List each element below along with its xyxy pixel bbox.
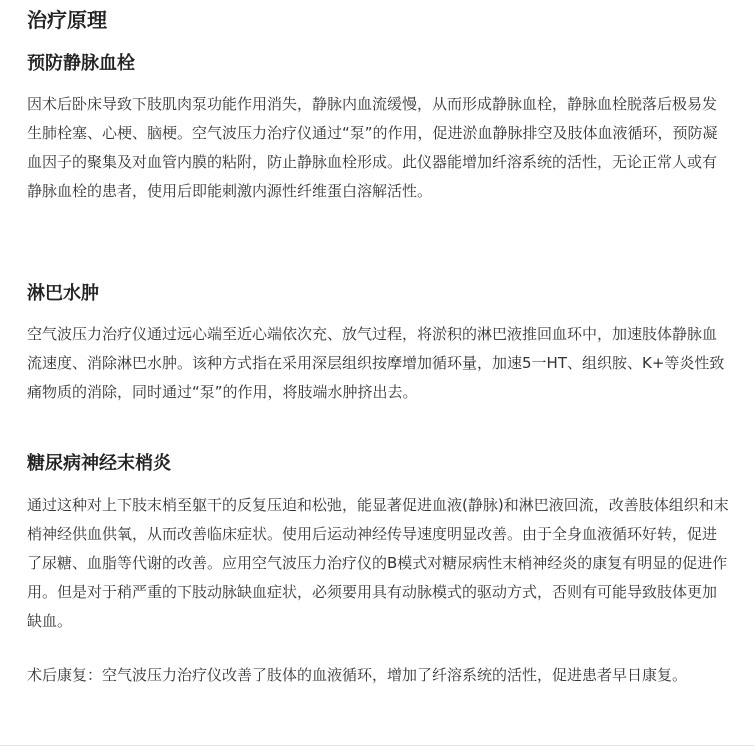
paragraph-lymphedema: 空气波压力治疗仪通过远心端至近心端依次充、放气过程，将淤积的淋巴液推回血环中，加速肢体静脉血流速度、消除淋巴水肿。该种方式指在采用深层组织按摩增加循环量，加速5一HT、组织胺、K+等炎性致痛物质的消除，同时通过“泵”的作用，将肢端水肿挤出去。 [27,325,725,401]
section-heading-lymphedema: 淋巴水肿 [27,283,99,304]
page-title: 治疗原理 [27,8,107,32]
paragraph-diabetic-neuritis: 通过这种对上下肢末梢至躯干的反复压迫和松弛，能显著促进血液(静脉)和淋巴液回流，改善肢体组织和末梢神经供血供氧，从而改善临床症状。使用后运动神经传导速度明显改善。由于全身血液循环好转，促进了尿糖、血脂等代谢的改善。应用空气波压力治疗仪的B模式对糖尿病性末梢神经炎的康复有明显的促进作用。但是对于稍严重的下肢动脉缺血症状，必须要用具有动脉模式的驱动方式，否则有可能导致肢体更加缺血。 [27,496,729,630]
paragraph-postop-recovery: 术后康复：空气波压力治疗仪改善了肢体的血液循环，增加了纤溶系统的活性，促进患者早日康复。 [27,666,688,684]
bottom-divider [0,745,754,746]
section-heading-dvt-prevention: 预防静脉血栓 [27,53,135,74]
paragraph-dvt-prevention: 因术后卧床导致下肢肌肉泵功能作用消失，静脉内血流缓慢，从而形成静脉血栓，静脉血栓脱落后极易发生肺栓塞、心梗、脑梗。空气波压力治疗仪通过“泵”的作用，促进淤血静脉排空及肢体血液循环，预防凝血因子的聚集及对血管内膜的粘附，防止静脉血栓形成。此仪器能增加纤溶系统的活性，无论正常人或有静脉血栓的患者，使用后即能刺激内源性纤维蛋白溶解活性。 [27,95,718,200]
section-heading-diabetic-neuritis: 糖尿病神经末梢炎 [27,453,171,474]
